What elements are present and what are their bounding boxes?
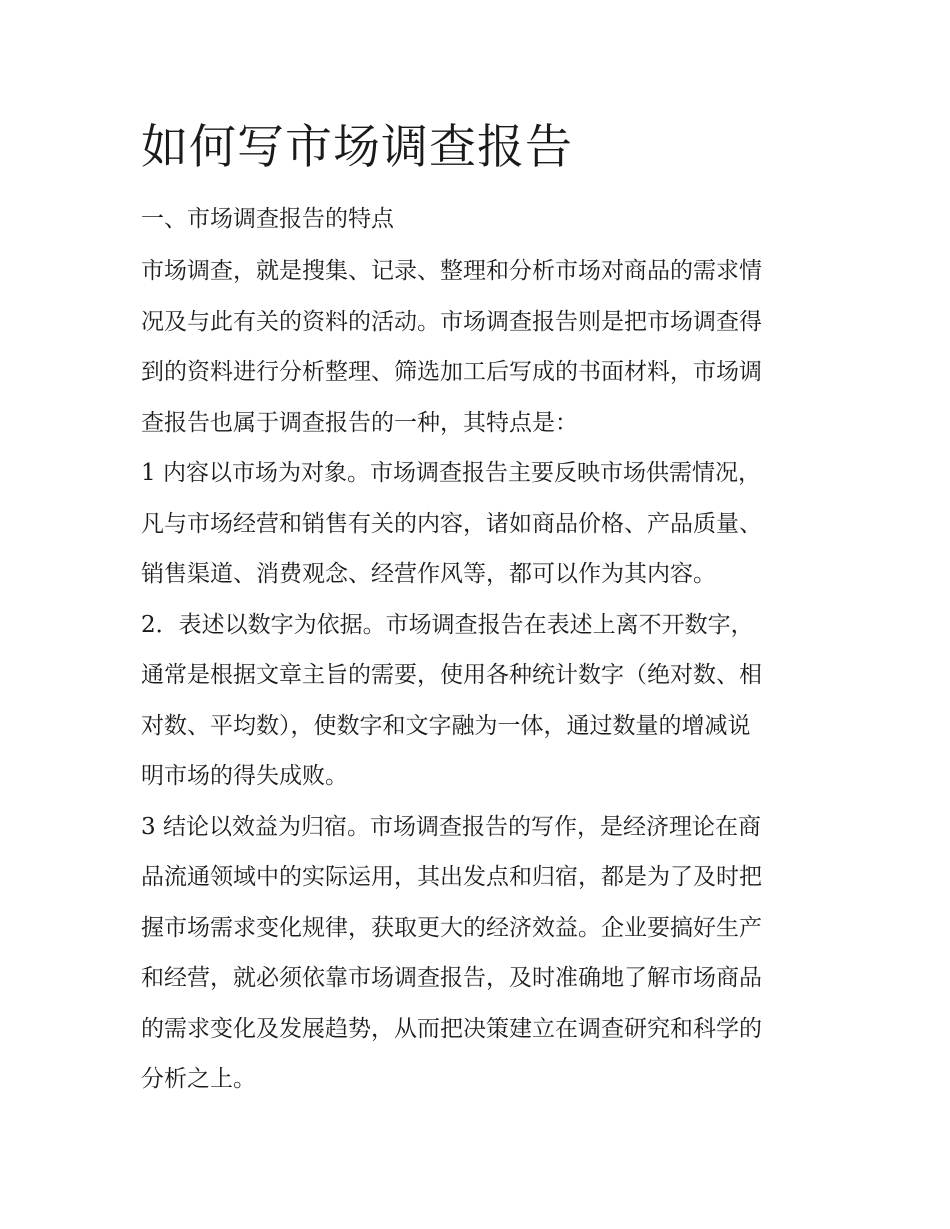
paragraph-line: 明市场的得失成败。: [141, 763, 348, 789]
document-title: 如何写市场调查报告: [141, 120, 573, 175]
point-3-paragraph: [141, 802, 813, 1105]
paragraph-line: 销售渠道、消费观念、经营作风等，都可以作为其内容。: [141, 561, 716, 587]
paragraph-line: 况及与此有关的资料的活动。市场调查报告则是把市场调查得: [141, 308, 762, 335]
paragraph-line: 1 内容以市场为对象。市场调查报告主要反映市场供需情况，: [141, 460, 761, 486]
paragraph-line: 市场调查，就是搜集、记录、整理和分析市场对商品的需求情: [141, 258, 762, 284]
paragraph-line: 品流通领域中的实际运用，其出发点和归宿，都是为了及时把: [141, 864, 762, 890]
point-2-paragraph: [141, 600, 813, 802]
paragraph-line: 3 结论以效益为归宿。市场调查报告的写作，是经济理论在商: [141, 813, 761, 840]
paragraph-line: 到的资料进行分析整理、筛选加工后写成的书面材料，市场调: [141, 359, 762, 385]
document-body: [141, 110, 813, 1105]
paragraph-line: 握市场需求变化规律，获取更大的经济效益。企业要搞好生产: [141, 914, 762, 941]
paragraph-line: 和经营，就必须依靠市场调查报告，及时准确地了解市场商品: [141, 965, 762, 991]
paragraph-line: 2．表述以数字为依据。市场调查报告在表述上离不开数字，: [141, 611, 754, 638]
paragraph-line: 通常是根据文章主旨的需要，使用各种统计数字（绝对数、相: [141, 662, 762, 688]
intro-paragraph: [141, 246, 813, 448]
paragraph-line: 的需求变化及发展趋势，从而把决策建立在调查研究和科学的: [141, 1015, 762, 1042]
paragraph-line: 对数、平均数），使数字和文字融为一体，通过数量的增减说: [141, 712, 751, 739]
point-1-paragraph: [141, 448, 813, 600]
paragraph-line: 分析之上。: [141, 1066, 256, 1092]
paragraph-line: 查报告也属于调查报告的一种，其特点是：: [141, 409, 578, 436]
section-heading: 一、市场调查报告的特点: [141, 206, 394, 232]
paragraph-line: 凡与市场经营和销售有关的内容，诸如商品价格、产品质量、: [141, 510, 762, 537]
